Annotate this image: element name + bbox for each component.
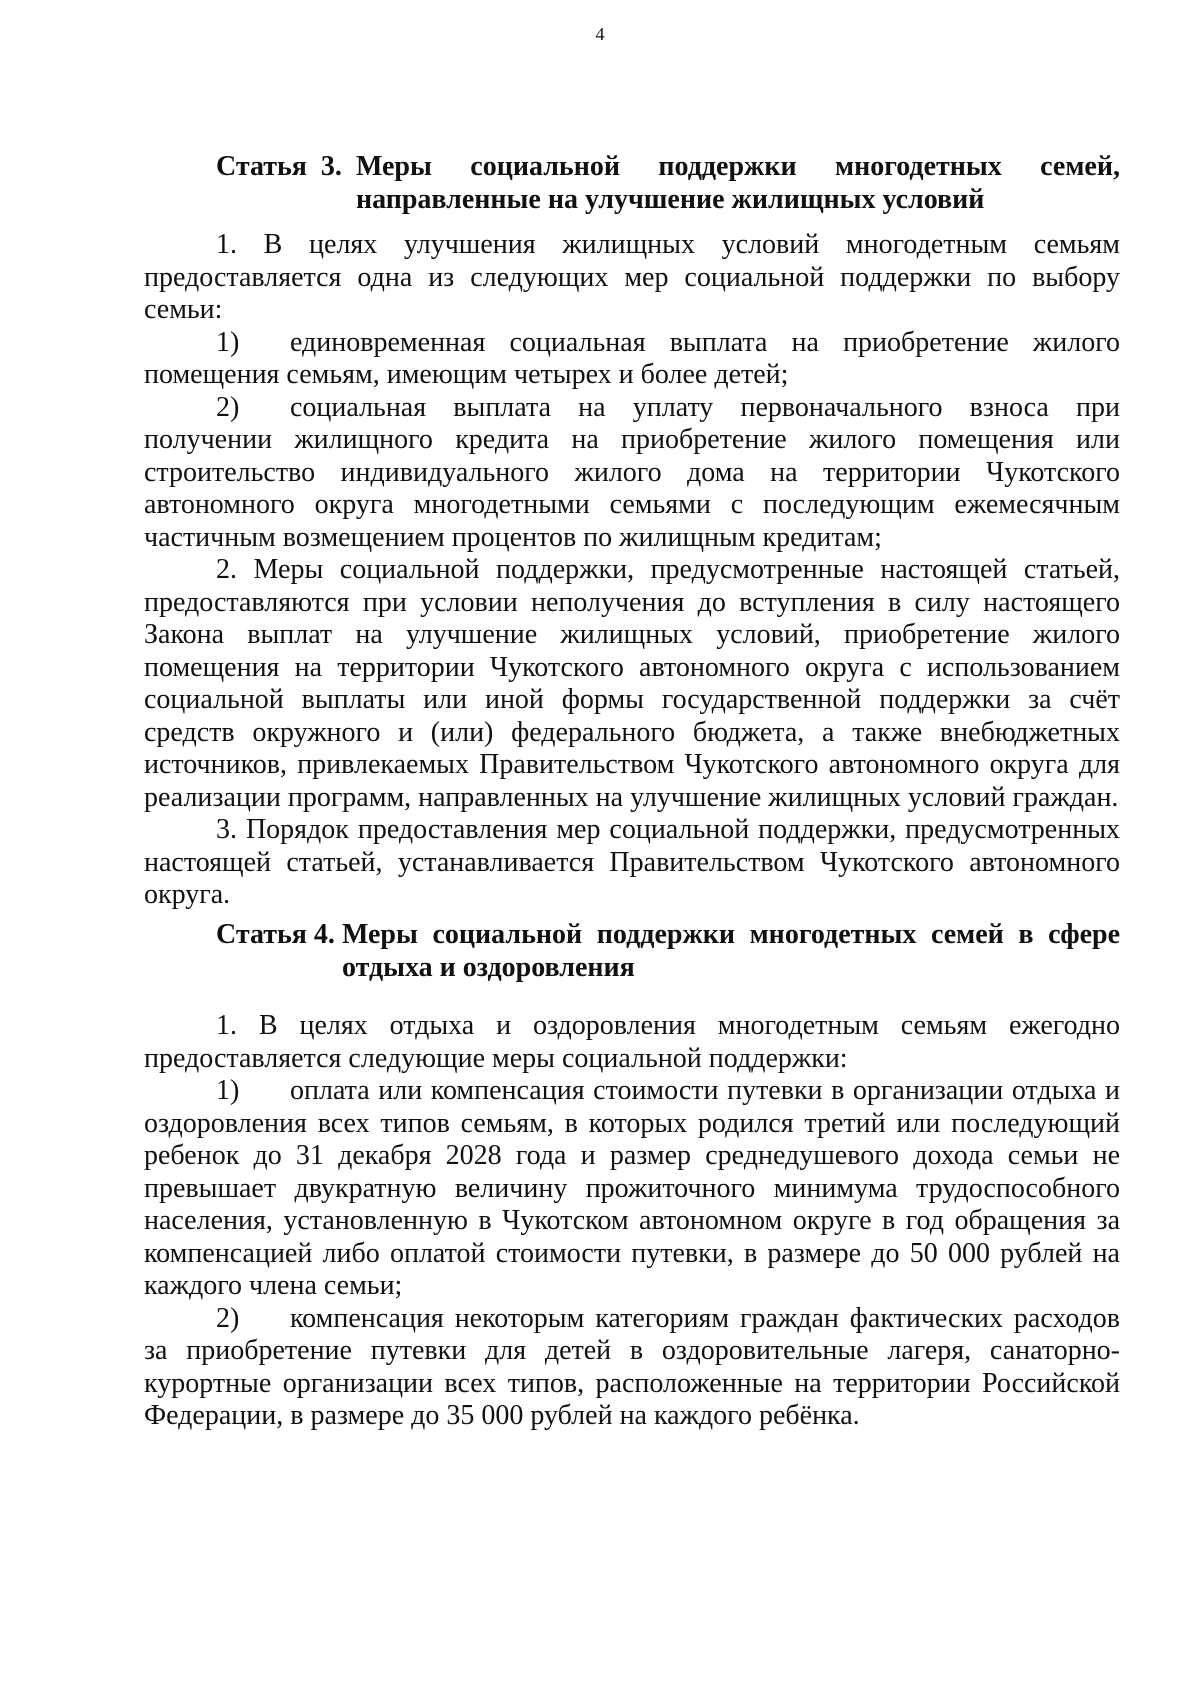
item-text: единовременная социальная выплата на приобретение жилого помещения семьям, имеющим четырех и более детей;	[144, 326, 1120, 390]
article-3-paragraph-3: 3. Порядок предоставления мер социальной поддержки, предусмотренных настоящей статьей, устанавливается Правительством Чукотского автономного округа.	[144, 814, 1120, 910]
article-4-heading	[216, 918, 1120, 984]
article-3-heading	[216, 150, 1120, 216]
article-4-paragraph-1: 1. В целях отдыха и оздоровления многодетным семьям ежегодно предоставляется следующие меры социальной поддержки:	[144, 1010, 1120, 1074]
article-3-label: Статья 3.	[216, 151, 356, 182]
article-3-paragraph-2: 2. Меры социальной поддержки, предусмотренные настоящей статьей, предоставляются при условии неполучения до вступления в силу настоящего Закона выплат на улучшение жилищных условий, приобретение жилого помещения на территории Чукотского автономного округа с использованием социальной выплаты или иной формы государственной поддержки за счёт средств окружного и (или) федерального бюджета, а также внебюджетных источников, привлекаемых Правительством Чукотского автономного округа для реализации программ, направленных на улучшение жилищных условий граждан.	[144, 554, 1120, 813]
article-3-item-1	[144, 327, 1120, 392]
article-3-body	[144, 229, 1120, 912]
page-number: 4	[595, 24, 605, 44]
item-number: 2)	[216, 1302, 240, 1334]
article-4-item-1	[144, 1075, 1120, 1303]
item-number: 1)	[216, 1075, 240, 1106]
article-3-title: Меры социальной поддержки многодетных семей, направленные на улучшение жилищных условий	[355, 151, 1120, 215]
article-3-paragraph-1: 1. В целях улучшения жилищных условий многодетным семьям предоставляется одна из следующих мер социальной поддержки по выбору семьи:	[144, 229, 1120, 325]
article-4-label: Статья 4.	[216, 919, 342, 950]
item-text: социальная выплата на уплату первоначального взноса при получении жилищного кредита на приобретение жилого помещения или строительство индивидуального жилого дома на территории Чукотского автономного округа многодетными семьями с последующим ежемесячным частичным возмещением процентов по жилищным кредитам;	[144, 391, 1120, 553]
article-4-item-2	[144, 1303, 1120, 1433]
article-4-title: Меры социальной поддержки многодетных семей в сфере отдыха и оздоровления	[341, 919, 1120, 983]
item-number: 2)	[216, 391, 240, 423]
article-3-item-2	[144, 392, 1120, 555]
article-4-body	[144, 1010, 1120, 1433]
item-text: оплата или компенсация стоимости путевки в организации отдыха и оздоровления всех типов семьям, в которых родился третий или последующий ребенок до 31 декабря 2028 года и размер среднедушевого дохода семьи не превышает двукратную величину прожиточного минимума трудоспособного населения, установленную в Чукотском автономном округе в год обращения за компенсацией либо оплатой стоимости путевки, в размере до 50 000 рублей на каждого члена семьи;	[144, 1075, 1120, 1301]
item-number: 1)	[216, 326, 240, 358]
item-text: компенсация некоторым категориям граждан фактических расходов за приобретение путевки для детей в оздоровительные лагеря, санаторно-курортные организации всех типов, расположенные на территории Российской Федерации, в размере до 35 000 рублей на каждого ребёнка.	[144, 1302, 1120, 1431]
